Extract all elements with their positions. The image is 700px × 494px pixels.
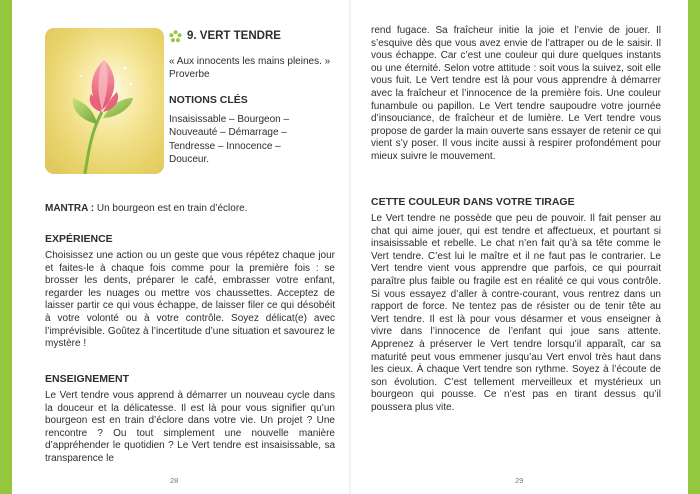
- card-title-row: [169, 28, 281, 44]
- right-page: [351, 0, 688, 494]
- page-number-right: 29: [515, 476, 524, 485]
- card-illustration: [45, 28, 164, 174]
- lotus-bud-illustration: [45, 28, 164, 174]
- experience-heading: EXPÉRIENCE: [45, 233, 113, 245]
- tirage-heading: CETTE COULEUR DANS VOTRE TIRAGE: [371, 196, 575, 208]
- proverb: « Aux innocents les mains pleines. » Proverbe: [169, 56, 331, 80]
- mantra: [45, 203, 335, 214]
- left-edge-bar: [0, 0, 12, 494]
- card-title: 9. VERT TENDRE: [187, 30, 281, 42]
- right-edge-bar: [688, 0, 700, 494]
- enseignement-text: Le Vert tendre vous apprend à démarrer un nouveau cycle dans la douceur et la délicatesse. Il est là pour vous signifier qu’un bourgeon est en train d’éclore dans votre vie. Un projet ? Une rencontre ? Ou tout simplement une nouvelle manière d’appréhender le quotidien ? Le Vert tendre est insaisissable, sa transparence le: [45, 390, 335, 464]
- page-number-left: 28: [170, 476, 179, 485]
- experience-text: Choisissez une action ou un geste que vous répétez chaque jour et faites-le à chaque fois comme pour la première fois : se brosser les dents, préparer le café, embrasser votre enfant, regarder les nuages ou mettre vos chaussettes. Acceptez de laisser partir ce qui vous échappe, de laisser filer ce qui désobéit à votre volonté ou à votre contrôle. Soyez délicat(e) avec l’imprévisible. Goûtez à l’incertitude d’une situation et savourez le mystère !: [45, 250, 335, 350]
- mantra-label: MANTRA :: [45, 203, 95, 214]
- notions-heading: NOTIONS CLÉS: [169, 94, 248, 106]
- flower-icon: [169, 30, 182, 43]
- mantra-text: Un bourgeon est en train d’éclore.: [94, 203, 248, 214]
- notions-list: Insaisissable – Bourgeon – Nouveauté – Démarrage – Tendresse – Innocence – Douceur.: [169, 114, 290, 165]
- continuation-text: rend fugace. Sa fraîcheur initie la joie et l’envie de jouer. Il s’esquive dès que vous avez envie de l’attraper ou de le saisir. Il vous échappe. Car c’est une couleur qui dure quelques instants ou une éternité. Selon votre attitude : soit vous la suivez, soit elle vous fuit. Le Vert tendre est là pour vous apprendre à démarrer avec la fraîcheur et l’innocence de la première fois. Une couleur funambule ou papillon. Le Vert tendre saupoudre votre journée d’insouciance, de fraîcheur et de lumière. Le Vert tendre vous propose de garder la main ouverte sans essayer de retenir ce qui vient s’y poser. Il vous incite aussi à respirer profondément pour mieux suivre le mouvement.: [371, 25, 661, 162]
- tirage-text: Le Vert tendre ne possède que peu de pouvoir. Il fait penser au chat qui aime jouer, qui est tendre et affectueux, et pourtant si insaisissable et rebelle. Le chat n’en fait qu’à sa tête comme le Vert tendre. C’est lui le maître et il ne faut pas le contrarier. Le Vert tendre vient vous apprendre que parfois, ce qui pourrait paraître plus faible ou fragile est en réalité ce qui vous contrôle. Si vous essayez d’aller à contre-courant, vous rentrez dans un rapport de force. Ne tentez pas de résister ou de tenir tête au Vert tendre. Il est là pour vous désarmer et vous enseigner à vivre dans l’innocence de l’enfant qui joue sans attente. Apprenez à préserver le Vert tendre lorsqu’il apparaît, car sa maturité peut vous emmener jusqu’au Vert envol très haut dans les cieux. À chaque Vert tendre son rythme. Soyez à l’écoute de son évolution. C’est tellement merveilleux et mystérieux un bourgeon qui pousse. Ce n’est pas en tirant dessus qu’il poussera plus vite.: [371, 213, 661, 413]
- left-page: [12, 0, 349, 494]
- enseignement-heading: ENSEIGNEMENT: [45, 373, 130, 385]
